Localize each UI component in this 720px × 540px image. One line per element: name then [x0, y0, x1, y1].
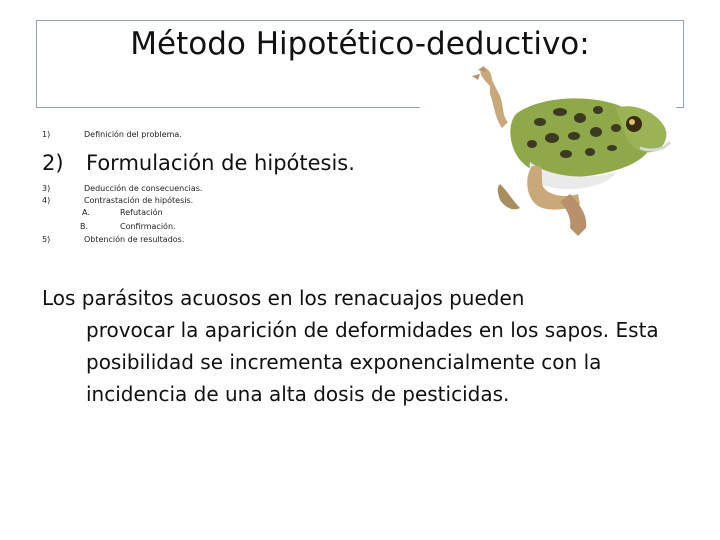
step-number: 3) — [42, 184, 51, 193]
step-text: Contrastación de hipótesis. — [84, 196, 194, 205]
substep-text: Confirmación. — [120, 222, 176, 231]
slide-title: Método Hipotético-deductivo: — [130, 26, 590, 62]
step-number: 2) — [42, 151, 64, 175]
step-number: 5) — [42, 235, 51, 244]
body-paragraph — [42, 282, 682, 410]
step-text: Obtención de resultados. — [84, 235, 185, 244]
step-number: 4) — [42, 196, 51, 205]
substep-letter: B. — [80, 222, 89, 231]
frog-image — [420, 66, 676, 238]
step-text: Formulación de hipótesis. — [86, 151, 355, 175]
paragraph-first-line: Los parásitos acuosos en los renacuajos pueden — [42, 286, 525, 310]
substep-text: Refutación — [120, 208, 163, 217]
step-text: Deducción de consecuencias. — [84, 184, 203, 193]
step-number: 1) — [42, 130, 51, 139]
paragraph-continuation: provocar la aparición de deformidades en los sapos. Esta posibilidad se incrementa exponencialmente con la incidencia de una alta dosis de pesticidas. — [86, 318, 659, 406]
substep-letter: A. — [82, 208, 90, 217]
step-text: Definición del problema. — [84, 130, 182, 139]
